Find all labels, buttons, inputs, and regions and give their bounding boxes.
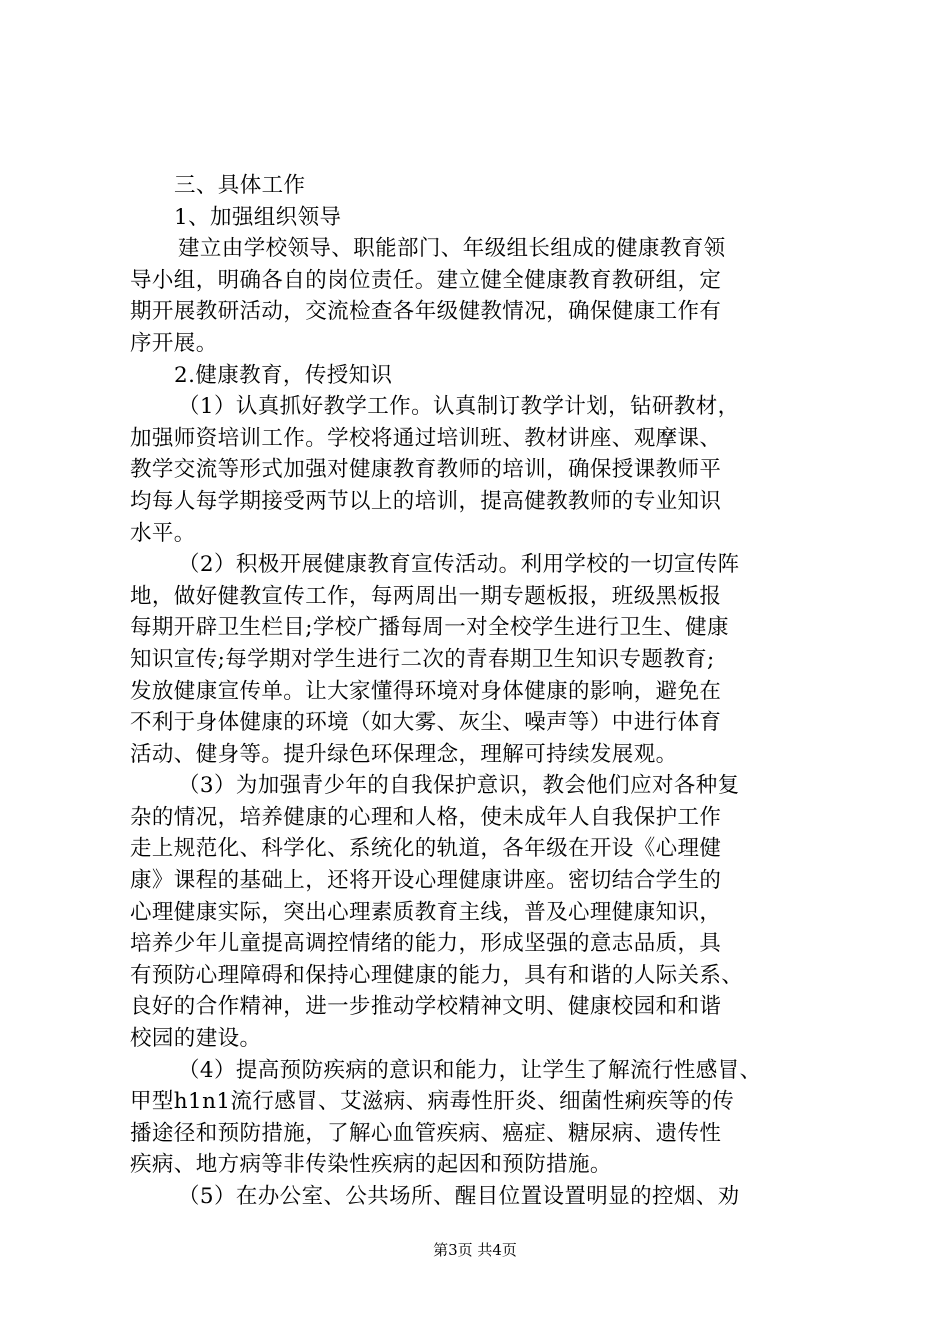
paragraph-line: 加强师资培训工作。学校将通过培训班、教材讲座、观摩课、 — [130, 425, 722, 451]
paragraph-line: 不利于身体健康的环境（如大雾、灰尘、噪声等）中进行体育 — [130, 710, 722, 736]
subsection-heading: 1、加强组织领导 — [174, 204, 342, 230]
paragraph-line: 均每人每学期接受两节以上的培训，提高健教教师的专业知识 — [130, 488, 722, 514]
paragraph-line: 疾病、地方病等非传染性疾病的起因和预防措施。 — [130, 1152, 612, 1178]
paragraph-line: 活动、健身等。提升绿色环保理念，理解可持续发展观。 — [130, 741, 678, 767]
paragraph-line: （4）提高预防疾病的意识和能力，让学生了解流行性感冒、 — [178, 1057, 762, 1083]
paragraph-line: 走上规范化、科学化、系统化的轨道，各年级在开设《心理健 — [130, 836, 722, 862]
paragraph-line: 序开展。 — [130, 330, 218, 356]
paragraph-line: 康》课程的基础上，还将开设心理健康讲座。密切结合学生的 — [130, 868, 722, 894]
paragraph-line: 有预防心理障碍和保持心理健康的能力，具有和谐的人际关系、 — [130, 962, 744, 988]
paragraph-line: 杂的情况，培养健康的心理和人格，使未成年人自我保护工作 — [130, 804, 722, 830]
paragraph-line: 校园的建设。 — [130, 1026, 262, 1052]
paragraph-line: （3）为加强青少年的自我保护意识，教会他们应对各种复 — [178, 773, 740, 799]
paragraph-line: （1）认真抓好教学工作。认真制订教学计划，钻研教材， — [178, 394, 740, 420]
paragraph-line: 甲型h1n1流行感冒、艾滋病、病毒性肝炎、细菌性痢疾等的传 — [130, 1089, 735, 1115]
paragraph-line: 播途径和预防措施，了解心血管疾病、癌症、糖尿病、遗传性 — [130, 1120, 722, 1146]
section-heading: 三、具体工作 — [174, 173, 306, 198]
paragraph-line: 水平。 — [130, 520, 196, 546]
paragraph-line: 培养少年儿童提高调控情绪的能力，形成坚强的意志品质，具 — [130, 931, 722, 957]
paragraph-line: 心理健康实际，突出心理素质教育主线，普及心理健康知识， — [130, 899, 722, 925]
paragraph-line: （5）在办公室、公共场所、醒目位置设置明显的控烟、劝 — [178, 1184, 740, 1209]
subsection-heading: 2.健康教育，传授知识 — [174, 362, 393, 388]
paragraph-line: 发放健康宣传单。让大家懂得环境对身体健康的影响，避免在 — [130, 678, 722, 704]
paragraph-line: 导小组，明确各自的岗位责任。建立健全健康教育教研组，定 — [130, 267, 722, 293]
paragraph-line: 教学交流等形式加强对健康教育教师的培训，确保授课教师平 — [130, 457, 722, 483]
paragraph-line: 建立由学校领导、职能部门、年级组长组成的健康教育领 — [178, 236, 726, 262]
paragraph-line: （2）积极开展健康教育宣传活动。利用学校的一切宣传阵 — [178, 552, 740, 578]
paragraph-line: 良好的合作精神，进一步推动学校精神文明、健康校园和和谐 — [130, 994, 722, 1020]
paragraph-line: 每期开辟卫生栏目;学校广播每周一对全校学生进行卫生、健康 — [130, 615, 729, 641]
document-body — [130, 170, 830, 1213]
paragraph-line: 期开展教研活动，交流检查各年级健教情况，确保健康工作有 — [130, 299, 722, 325]
paragraph-line: 地，做好健教宣传工作，每两周出一期专题板报，班级黑板报 — [130, 583, 722, 609]
paragraph-line: 知识宣传;每学期对学生进行二次的青春期卫生知识专题教育; — [130, 646, 715, 672]
page-number-footer: 第3页 共4页 — [433, 1241, 517, 1259]
